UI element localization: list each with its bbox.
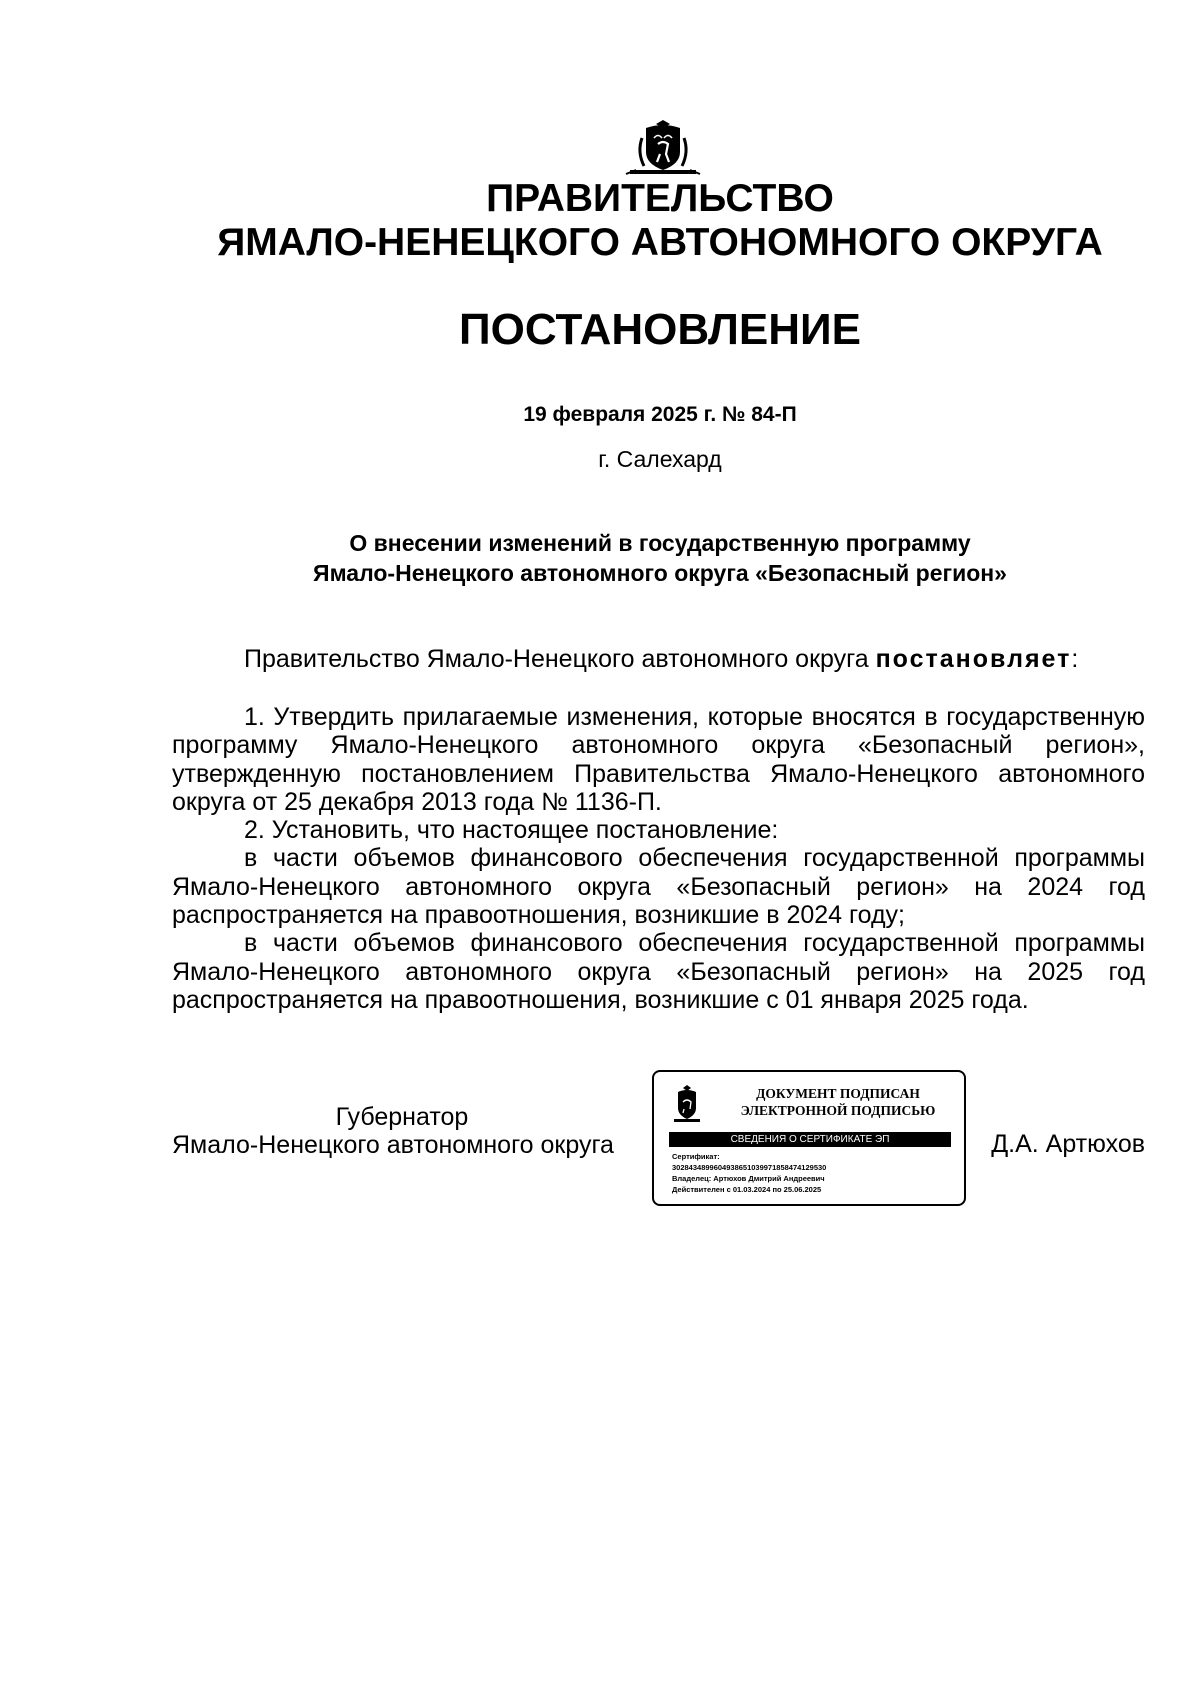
- preamble-emphasis: постановляет: [875, 645, 1072, 673]
- stamp-certificate-bar: СВЕДЕНИЯ О СЕРТИФИКАТЕ ЭП: [669, 1132, 951, 1147]
- document-date-number: 19 февраля 2025 г. № 84-П: [523, 403, 797, 426]
- electronic-signature-stamp: [652, 1070, 966, 1206]
- preamble-text: Правительство Ямало-Ненецкого автономного округа: [244, 645, 876, 673]
- signatory-name: Д.А. Артюхов: [991, 1130, 1145, 1158]
- signatory-title: [172, 1103, 632, 1159]
- stamp-validity: Действителен с 01.03.2024 по 25.06.2025: [672, 1185, 822, 1194]
- signatory-title-line1: Губернатор: [335, 1103, 469, 1131]
- document-city: г. Салехард: [598, 446, 722, 472]
- signatory-title-line2: Ямало-Ненецкого автономного округа: [172, 1131, 614, 1159]
- stamp-cert-number: 3028434899604938651039971858474129530: [672, 1163, 827, 1172]
- stamp-heading-line1: ДОКУМЕНТ ПОДПИСАН: [756, 1086, 920, 1101]
- preamble-end: :: [1071, 645, 1079, 673]
- item-1: 1. Утвердить прилагаемые изменения, которые вносятся в государственную программу Ямало-Ненецкого автономного округа «Безопасный регион», утвержденную постановлением Правительства Ямало-Ненецкого автономного округа от 25 декабря 2013 года № 1136-П.: [172, 703, 1145, 816]
- stamp-cert-label: Сертификат:: [672, 1152, 720, 1161]
- coat-of-arms-icon: [622, 118, 704, 176]
- item-2: 2. Установить, что настоящее постановление:: [244, 816, 779, 845]
- org-name-line2: ЯМАЛО-НЕНЕЦКОГО АВТОНОМНОГО ОКРУГА: [217, 221, 1103, 264]
- subject-line2: Ямало-Ненецкого автономного округа «Безопасный регион»: [313, 560, 1007, 586]
- subject-line1: О внесении изменений в государственную программу: [349, 530, 971, 556]
- coat-of-arms-icon: [672, 1084, 702, 1124]
- item-2a: в части объемов финансового обеспечения государственной программы Ямало-Ненецкого автономного округа «Безопасный регион» на 2024 год распространяется на правоотношения, возникшие в 2024 году;: [172, 844, 1145, 930]
- document-subject: [60, 528, 1200, 588]
- document-type: ПОСТАНОВЛЕНИЕ: [458, 305, 862, 354]
- stamp-owner: Владелец: Артюхов Дмитрий Андреевич: [672, 1174, 825, 1183]
- preamble: [172, 645, 1145, 673]
- document-body: [172, 703, 1145, 1014]
- item-2b: в части объемов финансового обеспечения государственной программы Ямало-Ненецкого автономного округа «Безопасный регион» на 2025 год распространяется на правоотношения, возникшие с 01 января 2025 года.: [172, 929, 1145, 1014]
- org-name-line1: ПРАВИТЕЛЬСТВО: [486, 177, 834, 220]
- preamble-paragraph: [172, 645, 1145, 673]
- stamp-heading-line2: ЭЛЕКТРОННОЙ ПОДПИСЬЮ: [740, 1103, 936, 1118]
